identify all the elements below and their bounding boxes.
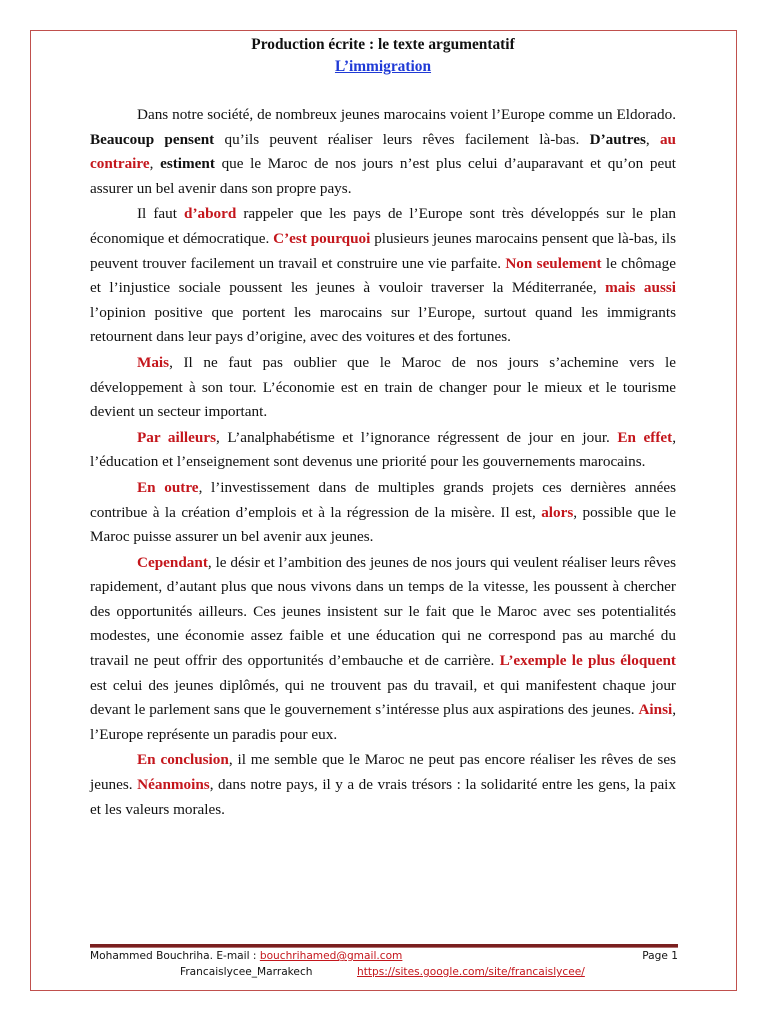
footer-site-name: Francaislycee_Marrakech [180, 966, 313, 978]
connector-word: En outre [137, 478, 199, 496]
connector-word: mais aussi [605, 279, 676, 297]
paragraph [90, 748, 676, 822]
footer-divider [90, 944, 678, 948]
text-run: que le Maroc de nos jours n’est plus celui d’auparavant et qu’on peut assurer un bel avenir dans son propre pays. [90, 155, 677, 197]
document-title: Production écrite : le texte argumentatif [251, 36, 515, 53]
text-run: , L’analphabétisme et l’ignorance régressent de jour en jour. [215, 428, 618, 446]
text-run: Il faut [137, 205, 184, 223]
paragraph [90, 202, 676, 350]
text-run: , dans notre pays, il y a de vrais trésors : la solidarité entre les gens, la paix et les valeurs morales. [90, 776, 676, 818]
connector-word: L’exemple le plus éloquent [499, 652, 676, 670]
paragraph [90, 551, 676, 748]
document-subtitle [90, 56, 676, 78]
text-run: , l’éducation et l’enseignement sont devenus une priorité pour les gouvernements marocains. [90, 428, 676, 471]
text-run: Dans notre société, de nombreux jeunes marocains voient l’Europe comme un Eldorado. [137, 106, 676, 123]
text-run: le chômage et l’injustice sociale poussent les jeunes à vouloir traverser la Méditerranée, [90, 254, 676, 297]
connector-word: En effet [617, 428, 673, 446]
bold-phrase: D’autres [589, 130, 646, 148]
connector-word: alors [541, 503, 574, 521]
connector-word: d’abord [184, 205, 237, 223]
connector-word: Mais [137, 353, 170, 371]
text-run: l’opinion positive que portent les marocains sur l’Europe, surtout quand les immigrants retournent dans leur pays d’origine, avec des voitures et des fortunes. [90, 303, 676, 346]
subtitle-link[interactable]: L’immigration [334, 58, 432, 75]
text-run: , [645, 130, 660, 148]
text-run: , [149, 155, 161, 173]
connector-word: Ainsi [638, 701, 673, 719]
text-run: est celui des jeunes diplômés, qui ne trouvent pas du travail, et qui manifestent chaque jour devant le parlement sans que le gouvernement s’intéresse plus aux aspirations des jeunes. [90, 676, 676, 719]
connector-word: Cependant [137, 553, 208, 571]
text-run: , possible que le Maroc puisse assurer un bel avenir aux jeunes. [90, 503, 676, 546]
page-number: Page 1 [642, 950, 678, 962]
connector-word: C’est pourquoi [273, 229, 371, 247]
text-run: , Il ne faut pas oublier que le Maroc de nos jours s’achemine vers le développement à son tour. L’économie est en train de changer pour le mieux et le tourisme devient un secteur important. [90, 353, 676, 421]
text-run: rappeler que les pays de l’Europe sont très développés sur le plan économique et démocratique. [90, 205, 677, 247]
footer-email-link[interactable]: bouchrihamed@gmail.com [259, 950, 403, 962]
text-run: qu’ils peuvent réaliser leurs rêves facilement là-bas. [214, 130, 590, 148]
text-run: , l’Europe représente un paradis pour eux. [90, 701, 676, 743]
connector-word: Non seulement [505, 254, 602, 272]
paragraph [90, 426, 676, 475]
footer-author: Mohammed Bouchriha. E-mail : [90, 950, 260, 962]
paragraph [90, 476, 676, 550]
connector-word: Par ailleurs [137, 428, 216, 446]
document-body [90, 30, 676, 823]
page-footer [90, 950, 678, 982]
text-run: , le désir et l’ambition des jeunes de nos jours qui veulent réaliser leurs rêves rapidement, d’autant plus que nous vivons dans un temps de la vitesse, les poussent à chercher des opportunités ailleurs. Ces jeunes insistent sur le fait que le Maroc avec ses potentialités modestes, une économie assez faible et une éducation qui ne correspond pas au marché du travail ne peut offrir des opportunités d’embauche et de carrière. [90, 553, 676, 670]
footer-site-link[interactable]: https://sites.google.com/site/francaislycee/ [357, 966, 585, 978]
connector-word: au contraire [90, 130, 676, 173]
bold-phrase: Beaucoup pensent [90, 130, 215, 148]
text-run: , il me semble que le Maroc ne peut pas encore réaliser les rêves de ses jeunes. [90, 751, 676, 794]
article-text [90, 103, 676, 822]
paragraph [90, 351, 676, 425]
connector-word: En conclusion [137, 751, 229, 769]
text-run: plusieurs jeunes marocains pensent que là-bas, ils peuvent trouver facilement un travail et construire une vie parfaite. [90, 229, 676, 272]
text-run: , l’investissement dans de multiples grands projets ces dernières années contribue à la création d’emplois et à la régression de la misère. Il est, [90, 478, 676, 521]
paragraph [90, 103, 676, 201]
bold-phrase: estiment [160, 155, 215, 173]
connector-word: Néanmoins [137, 776, 210, 794]
